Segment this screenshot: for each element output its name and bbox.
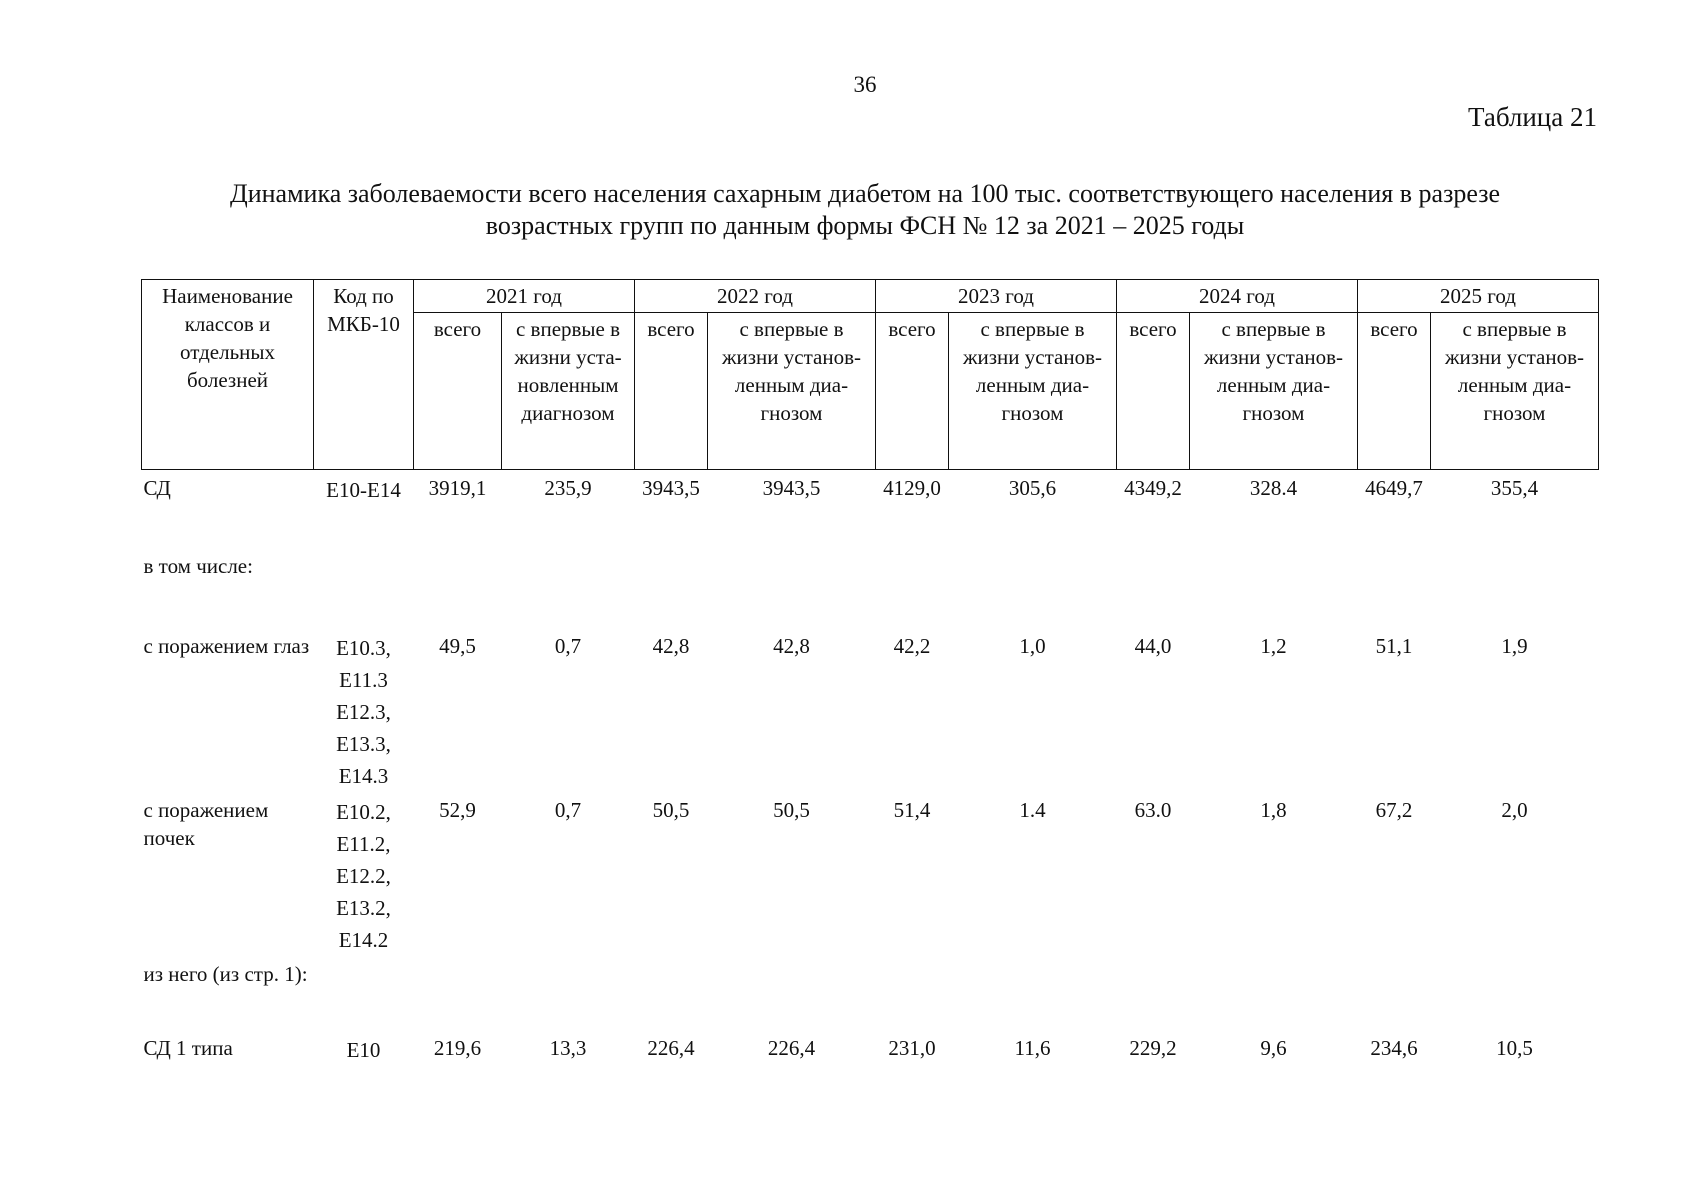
cell-value: 231,0: [888, 1036, 936, 1060]
code-line: Е10.2,: [336, 800, 391, 824]
cell-value: 328.4: [1249, 476, 1298, 500]
header-first-2025: с впервые в жизни установ-ленным диа-гнозом: [1431, 313, 1599, 470]
code-line: Е14.3: [338, 764, 389, 788]
cell-value: 229,2: [1129, 1036, 1177, 1060]
cell-value: 1,2: [1260, 634, 1287, 658]
cell-value: 50,5: [652, 798, 690, 822]
cell-value: 10,5: [1496, 1036, 1533, 1060]
cell-value: 1,8: [1260, 798, 1287, 822]
cell-value: 219,6: [433, 1036, 482, 1060]
header-first-2024: с впервые в жизни установ-ленным диа-гнозом: [1190, 313, 1358, 470]
cell-value: 235,9: [544, 476, 592, 500]
cell-value: 63.0: [1134, 798, 1172, 822]
header-total-2023: всего: [876, 313, 949, 470]
cell-value: 4129,0: [883, 476, 941, 500]
cell-value: 49,5: [439, 634, 476, 658]
row-name: в том числе:: [143, 554, 253, 578]
cell-value: 42,8: [652, 634, 690, 658]
table-row: [142, 470, 1599, 535]
row-empty: [314, 956, 1599, 1030]
cell-value: 42,2: [893, 634, 931, 658]
code-line: Е10: [346, 1038, 381, 1062]
morbidity-table: [141, 279, 1599, 1098]
code-line: Е13.3,: [336, 732, 391, 756]
table-row: [142, 534, 1599, 628]
row-code: [314, 792, 414, 956]
header-first-2021: с впервые в жизни уста-новленным диагнозом: [502, 313, 635, 470]
row-name: СД: [143, 476, 171, 500]
cell-value: 355,4: [1490, 476, 1539, 500]
header-first-2022: с впервые в жизни установ-ленным диа-гнозом: [708, 313, 876, 470]
cell-value: 1,9: [1501, 634, 1528, 658]
cell-value: 226,4: [647, 1036, 695, 1060]
page-number: 36: [853, 72, 877, 97]
header-first-2023: с впервые в жизни установ-ленным диа-гнозом: [949, 313, 1117, 470]
cell-value: 1,0: [1019, 634, 1046, 658]
header-year-2023: 2023 год: [876, 280, 1117, 313]
cell-value: 2,0: [1501, 798, 1528, 822]
header-year-2024: 2024 год: [1117, 280, 1358, 313]
cell-value: 4649,7: [1365, 476, 1423, 500]
table-title-line-2: возрастных групп по данным формы ФСН № 12 за 2021 – 2025 годы: [485, 211, 1245, 240]
cell-value: 51,1: [1375, 634, 1413, 658]
table-title: [130, 178, 1600, 242]
cell-value: 44,0: [1134, 634, 1172, 658]
header-row-years: [142, 280, 1599, 313]
header-total-2025: всего: [1358, 313, 1431, 470]
cell-value: 3943,5: [762, 476, 821, 500]
table-row: [142, 628, 1599, 792]
morbidity-table-wrapper: [141, 279, 1599, 1098]
row-code: [314, 470, 414, 535]
cell-value: 50,5: [773, 798, 810, 822]
cell-value: 3943,5: [642, 476, 700, 500]
cell-value: 11,6: [1014, 1036, 1051, 1060]
code-line: Е11.3: [339, 668, 388, 692]
cell-value: 51,4: [893, 798, 931, 822]
cell-value: 3919,1: [428, 476, 487, 500]
header-name: Наименование классов и отдельных болезней: [142, 280, 314, 470]
code-line: Е11.2,: [336, 832, 391, 856]
cell-value: 226,4: [767, 1036, 816, 1060]
cell-value: 42,8: [773, 634, 810, 658]
row-name: с поражением почек: [143, 798, 269, 850]
cell-value: 0,7: [554, 798, 582, 822]
row-name: СД 1 типа: [143, 1036, 233, 1060]
cell-value: 234,6: [1370, 1036, 1418, 1060]
table-row: [142, 792, 1599, 956]
cell-value: 9,6: [1260, 1036, 1287, 1060]
cell-value: 1.4: [1019, 798, 1046, 822]
cell-value: 305,6: [1008, 476, 1057, 500]
header-year-2025: 2025 год: [1358, 280, 1599, 313]
cell-value: 0,7: [554, 634, 582, 658]
code-line: Е10.3,: [336, 636, 391, 660]
header-year-2022: 2022 год: [635, 280, 876, 313]
header-total-2021: всего: [414, 313, 502, 470]
table-title-line-1: Динамика заболеваемости всего населения сахарным диабетом на 100 тыс. соответствующего населения в разрезе: [229, 179, 1501, 208]
cell-value: 52,9: [439, 798, 476, 822]
row-empty: [502, 534, 1599, 628]
header-year-2021: 2021 год: [414, 280, 635, 313]
header-total-2022: всего: [635, 313, 708, 470]
code-line: Е12.2,: [336, 864, 391, 888]
code-line: Е10-Е14: [326, 478, 401, 502]
table-label: Таблица 21: [1468, 102, 1597, 132]
row-code: [314, 628, 414, 792]
cell-value: 4349,2: [1124, 476, 1182, 500]
row-code: [314, 1030, 414, 1098]
cell-value: 67,2: [1375, 798, 1413, 822]
header-code: Код по МКБ-10: [314, 280, 414, 470]
table-row: [142, 1030, 1599, 1098]
row-name: с поражением глаз: [143, 634, 310, 658]
header-total-2024: всего: [1117, 313, 1190, 470]
row-name: из него (из стр. 1):: [143, 962, 308, 986]
code-line: Е12.3,: [336, 700, 391, 724]
table-row: [142, 956, 1599, 1030]
cell-value: 13,3: [549, 1036, 587, 1060]
code-line: Е13.2,: [336, 896, 391, 920]
code-line: Е14.2: [338, 928, 389, 952]
